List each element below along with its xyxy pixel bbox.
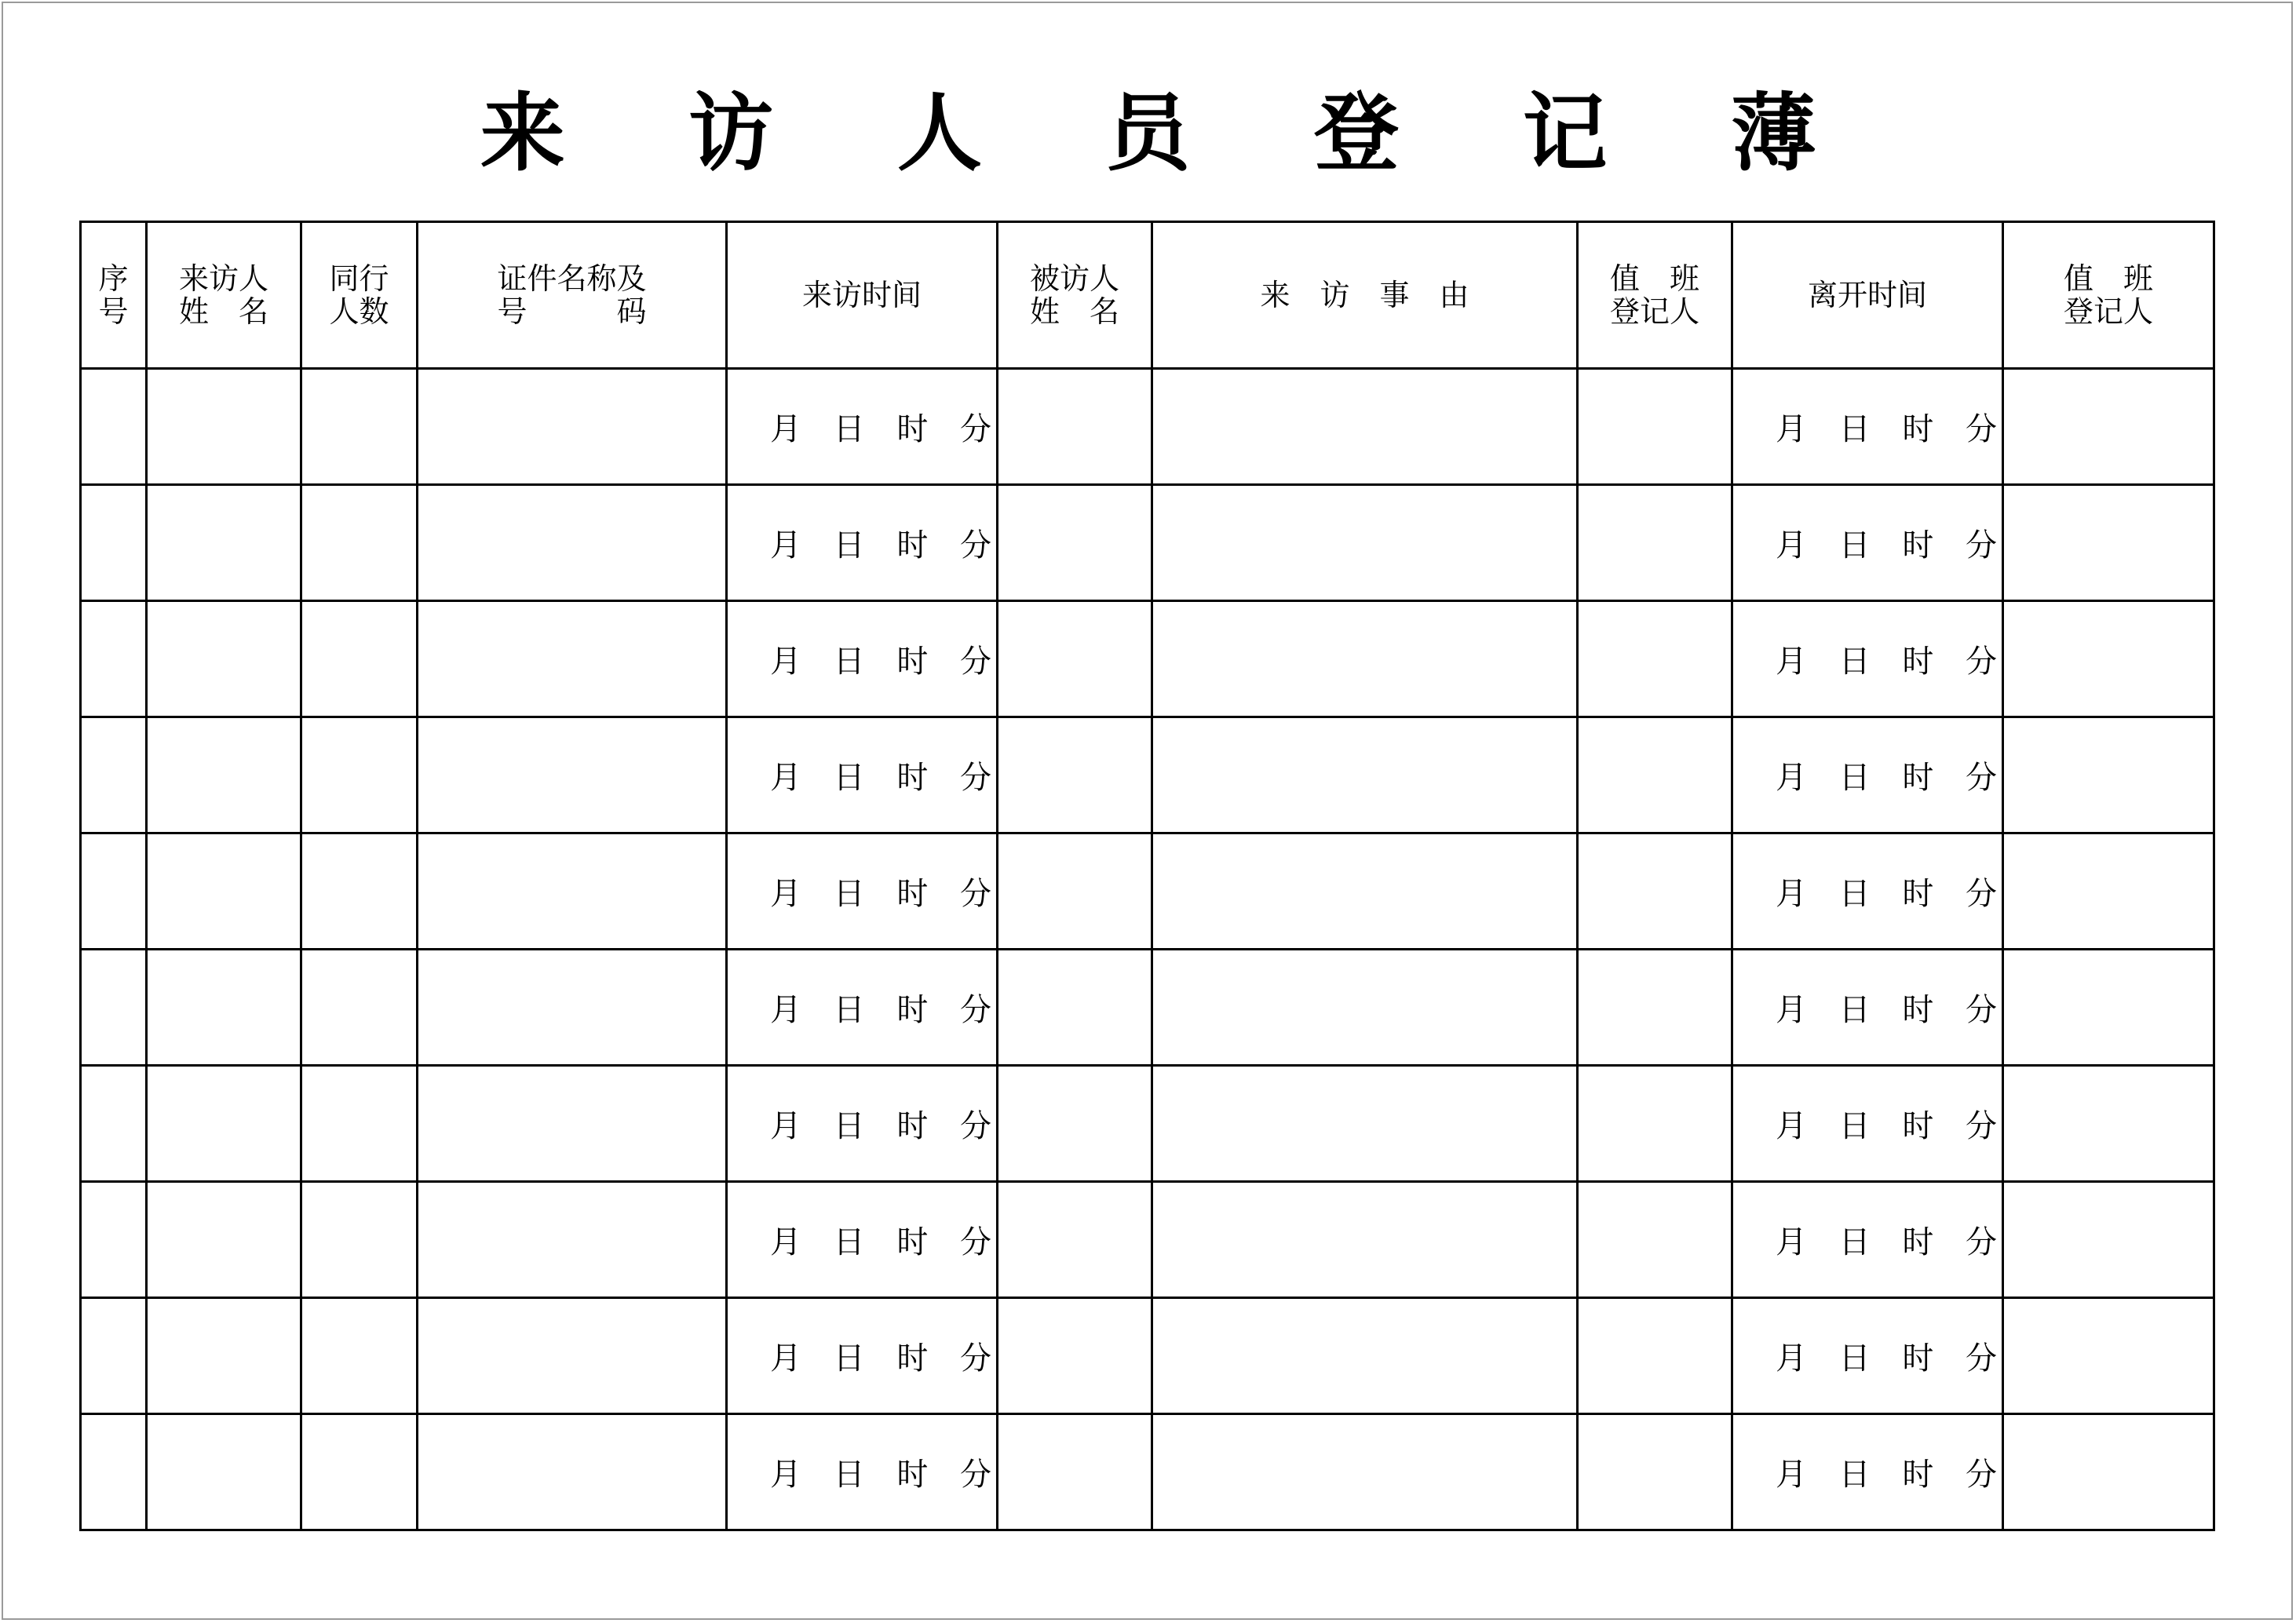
cell-leave-time[interactable] [1732, 485, 2003, 601]
cell-seq[interactable] [81, 369, 147, 485]
cell-reason[interactable] [1152, 1414, 1578, 1530]
cell-reason[interactable] [1152, 1298, 1578, 1414]
cell-leave-time[interactable] [1732, 833, 2003, 950]
unit-month: 月 [1776, 1457, 1807, 1493]
cell-host-name[interactable] [998, 717, 1152, 833]
cell-visit-time[interactable] [727, 601, 998, 717]
unit-day: 日 [833, 1457, 865, 1493]
header-duty-registrar-out: 值 班 登记人 [2003, 222, 2214, 369]
cell-companions[interactable] [301, 950, 418, 1066]
unit-hour: 时 [1902, 992, 1934, 1028]
unit-minute: 分 [959, 992, 991, 1028]
unit-month: 月 [1776, 644, 1807, 680]
cell-leave-time[interactable] [1732, 1414, 2003, 1530]
cell-seq[interactable] [81, 601, 147, 717]
unit-month: 月 [1776, 1340, 1807, 1377]
cell-id-document[interactable] [418, 1414, 727, 1530]
unit-minute: 分 [1965, 411, 1997, 447]
cell-leave-time[interactable] [1732, 369, 2003, 485]
cell-duty-registrar-out[interactable] [2003, 833, 2214, 950]
table-row [81, 1414, 2214, 1530]
cell-id-document[interactable] [418, 601, 727, 717]
unit-minute: 分 [959, 876, 991, 912]
cell-reason[interactable] [1152, 833, 1578, 950]
unit-day: 日 [1838, 411, 1871, 447]
cell-duty-registrar-out[interactable] [2003, 950, 2214, 1066]
unit-month: 月 [1776, 1224, 1807, 1260]
unit-day: 日 [833, 1224, 865, 1260]
cell-visitor-name[interactable] [147, 1414, 301, 1530]
cell-reason[interactable] [1152, 1182, 1578, 1298]
cell-companions[interactable] [301, 601, 418, 717]
cell-companions[interactable] [301, 717, 418, 833]
unit-hour: 时 [896, 1108, 929, 1144]
cell-host-name[interactable] [998, 485, 1152, 601]
table-row [81, 833, 2214, 950]
cell-visit-time[interactable] [727, 485, 998, 601]
unit-minute: 分 [959, 1108, 991, 1144]
cell-visit-time[interactable] [727, 1066, 998, 1182]
unit-hour: 时 [1902, 411, 1934, 447]
cell-duty-registrar-out[interactable] [2003, 601, 2214, 717]
unit-minute: 分 [959, 1224, 991, 1260]
unit-month: 月 [1776, 411, 1807, 447]
cell-leave-time[interactable] [1732, 1298, 2003, 1414]
cell-id-document[interactable] [418, 485, 727, 601]
cell-reason[interactable] [1152, 1066, 1578, 1182]
cell-visit-time[interactable] [727, 1298, 998, 1414]
unit-day: 日 [833, 1108, 865, 1144]
unit-day: 日 [1838, 1224, 1871, 1260]
unit-day: 日 [1838, 1457, 1871, 1493]
cell-duty-registrar-out[interactable] [2003, 369, 2214, 485]
cell-host-name[interactable] [998, 950, 1152, 1066]
unit-day: 日 [1838, 992, 1871, 1028]
header-visit-time: 来访时间 [727, 222, 998, 369]
cell-host-name[interactable] [998, 601, 1152, 717]
unit-minute: 分 [1965, 527, 1997, 563]
cell-companions[interactable] [301, 833, 418, 950]
cell-seq[interactable] [81, 717, 147, 833]
cell-companions[interactable] [301, 1414, 418, 1530]
unit-month: 月 [770, 411, 801, 447]
unit-day: 日 [1838, 644, 1871, 680]
unit-month: 月 [770, 992, 801, 1028]
cell-duty-registrar-in[interactable] [1578, 1182, 1732, 1298]
table-row [81, 485, 2214, 601]
cell-reason[interactable] [1152, 950, 1578, 1066]
unit-minute: 分 [959, 1457, 991, 1493]
unit-minute: 分 [959, 411, 991, 447]
unit-day: 日 [833, 527, 865, 563]
unit-minute: 分 [1965, 760, 1997, 796]
header-reason: 来 访 事 由 [1152, 222, 1578, 369]
header-visitor-name: 来访人 姓 名 [147, 222, 301, 369]
cell-companions[interactable] [301, 369, 418, 485]
unit-hour: 时 [896, 527, 929, 563]
unit-month: 月 [770, 644, 801, 680]
unit-day: 日 [833, 992, 865, 1028]
table-row [81, 1298, 2214, 1414]
cell-reason[interactable] [1152, 717, 1578, 833]
unit-month: 月 [770, 876, 801, 912]
cell-id-document[interactable] [418, 950, 727, 1066]
cell-duty-registrar-out[interactable] [2003, 1298, 2214, 1414]
unit-minute: 分 [959, 527, 991, 563]
header-duty-registrar-in: 值 班 登记人 [1578, 222, 1732, 369]
cell-companions[interactable] [301, 1066, 418, 1182]
unit-hour: 时 [1902, 1340, 1934, 1377]
cell-id-document[interactable] [418, 833, 727, 950]
cell-reason[interactable] [1152, 601, 1578, 717]
page-title: 来 访 人 员 登 记 薄 [480, 84, 1863, 183]
unit-month: 月 [770, 760, 801, 796]
cell-visitor-name[interactable] [147, 485, 301, 601]
cell-duty-registrar-out[interactable] [2003, 1066, 2214, 1182]
unit-hour: 时 [896, 644, 929, 680]
cell-visitor-name[interactable] [147, 950, 301, 1066]
unit-hour: 时 [896, 411, 929, 447]
unit-hour: 时 [896, 1340, 929, 1377]
unit-day: 日 [1838, 760, 1871, 796]
unit-month: 月 [770, 1108, 801, 1144]
cell-reason[interactable] [1152, 485, 1578, 601]
unit-month: 月 [1776, 992, 1807, 1028]
unit-minute: 分 [1965, 1457, 1997, 1493]
cell-duty-registrar-in[interactable] [1578, 369, 1732, 485]
unit-month: 月 [1776, 760, 1807, 796]
unit-month: 月 [1776, 876, 1807, 912]
table-row [81, 950, 2214, 1066]
unit-month: 月 [770, 1224, 801, 1260]
cell-visit-time[interactable] [727, 1182, 998, 1298]
cell-visitor-name[interactable] [147, 601, 301, 717]
unit-day: 日 [1838, 1108, 1871, 1144]
cell-id-document[interactable] [418, 1066, 727, 1182]
cell-id-document[interactable] [418, 1182, 727, 1298]
cell-duty-registrar-out[interactable] [2003, 1414, 2214, 1530]
cell-visit-time[interactable] [727, 833, 998, 950]
cell-leave-time[interactable] [1732, 717, 2003, 833]
visitor-log-table [79, 221, 2215, 1531]
cell-leave-time[interactable] [1732, 1182, 2003, 1298]
cell-duty-registrar-in[interactable] [1578, 950, 1732, 1066]
cell-host-name[interactable] [998, 833, 1152, 950]
header-leave-time: 离开时间 [1732, 222, 2003, 369]
cell-duty-registrar-out[interactable] [2003, 485, 2214, 601]
unit-month: 月 [1776, 527, 1807, 563]
unit-minute: 分 [1965, 644, 1997, 680]
unit-hour: 时 [1902, 760, 1934, 796]
cell-visitor-name[interactable] [147, 833, 301, 950]
cell-host-name[interactable] [998, 369, 1152, 485]
header-companions: 同行 人数 [301, 222, 418, 369]
unit-minute: 分 [959, 1340, 991, 1377]
unit-minute: 分 [1965, 1224, 1997, 1260]
cell-duty-registrar-in[interactable] [1578, 1298, 1732, 1414]
unit-minute: 分 [959, 760, 991, 796]
cell-duty-registrar-out[interactable] [2003, 717, 2214, 833]
cell-seq[interactable] [81, 1414, 147, 1530]
unit-day: 日 [833, 876, 865, 912]
cell-visitor-name[interactable] [147, 1298, 301, 1414]
cell-duty-registrar-in[interactable] [1578, 1066, 1732, 1182]
unit-hour: 时 [896, 760, 929, 796]
cell-visitor-name[interactable] [147, 1066, 301, 1182]
cell-host-name[interactable] [998, 1182, 1152, 1298]
cell-seq[interactable] [81, 485, 147, 601]
cell-leave-time[interactable] [1732, 1066, 2003, 1182]
header-seq: 序 号 [81, 222, 147, 369]
unit-hour: 时 [896, 1224, 929, 1260]
cell-duty-registrar-in[interactable] [1578, 1414, 1732, 1530]
table-row [81, 717, 2214, 833]
cell-host-name[interactable] [998, 1414, 1152, 1530]
unit-day: 日 [833, 644, 865, 680]
unit-hour: 时 [1902, 1108, 1934, 1144]
cell-visit-time[interactable] [727, 1414, 998, 1530]
unit-minute: 分 [1965, 1340, 1997, 1377]
unit-minute: 分 [1965, 876, 1997, 912]
unit-hour: 时 [1902, 644, 1934, 680]
unit-minute: 分 [1965, 1108, 1997, 1144]
table-row [81, 1066, 2214, 1182]
cell-id-document[interactable] [418, 1298, 727, 1414]
table-row [81, 1182, 2214, 1298]
cell-visit-time[interactable] [727, 950, 998, 1066]
unit-day: 日 [833, 411, 865, 447]
header-row [81, 222, 2214, 369]
unit-month: 月 [1776, 1108, 1807, 1144]
cell-duty-registrar-in[interactable] [1578, 833, 1732, 950]
cell-leave-time[interactable] [1732, 950, 2003, 1066]
header-id-document: 证件名称及 号 码 [418, 222, 727, 369]
cell-leave-time[interactable] [1732, 601, 2003, 717]
unit-hour: 时 [896, 992, 929, 1028]
unit-day: 日 [833, 760, 865, 796]
cell-companions[interactable] [301, 1182, 418, 1298]
cell-duty-registrar-in[interactable] [1578, 717, 1732, 833]
cell-host-name[interactable] [998, 1298, 1152, 1414]
unit-minute: 分 [959, 644, 991, 680]
unit-hour: 时 [1902, 1457, 1934, 1493]
cell-host-name[interactable] [998, 1066, 1152, 1182]
cell-reason[interactable] [1152, 369, 1578, 485]
unit-month: 月 [770, 1340, 801, 1377]
cell-seq[interactable] [81, 1182, 147, 1298]
cell-duty-registrar-in[interactable] [1578, 485, 1732, 601]
cell-visit-time[interactable] [727, 717, 998, 833]
unit-hour: 时 [1902, 876, 1934, 912]
cell-visitor-name[interactable] [147, 1182, 301, 1298]
cell-visitor-name[interactable] [147, 369, 301, 485]
table-row [81, 601, 2214, 717]
cell-seq[interactable] [81, 1298, 147, 1414]
unit-month: 月 [770, 527, 801, 563]
unit-hour: 时 [896, 1457, 929, 1493]
unit-hour: 时 [1902, 1224, 1934, 1260]
cell-visit-time[interactable] [727, 369, 998, 485]
unit-day: 日 [1838, 876, 1871, 912]
cell-companions[interactable] [301, 1298, 418, 1414]
unit-day: 日 [833, 1340, 865, 1377]
unit-day: 日 [1838, 1340, 1871, 1377]
cell-duty-registrar-out[interactable] [2003, 1182, 2214, 1298]
cell-seq[interactable] [81, 1066, 147, 1182]
unit-hour: 时 [896, 876, 929, 912]
header-host-name: 被访人 姓 名 [998, 222, 1152, 369]
cell-visitor-name[interactable] [147, 717, 301, 833]
unit-minute: 分 [1965, 992, 1997, 1028]
cell-companions[interactable] [301, 485, 418, 601]
cell-seq[interactable] [81, 833, 147, 950]
cell-duty-registrar-in[interactable] [1578, 601, 1732, 717]
unit-day: 日 [1838, 527, 1871, 563]
table-row [81, 369, 2214, 485]
cell-id-document[interactable] [418, 717, 727, 833]
cell-seq[interactable] [81, 950, 147, 1066]
unit-month: 月 [770, 1457, 801, 1493]
cell-id-document[interactable] [418, 369, 727, 485]
unit-hour: 时 [1902, 527, 1934, 563]
